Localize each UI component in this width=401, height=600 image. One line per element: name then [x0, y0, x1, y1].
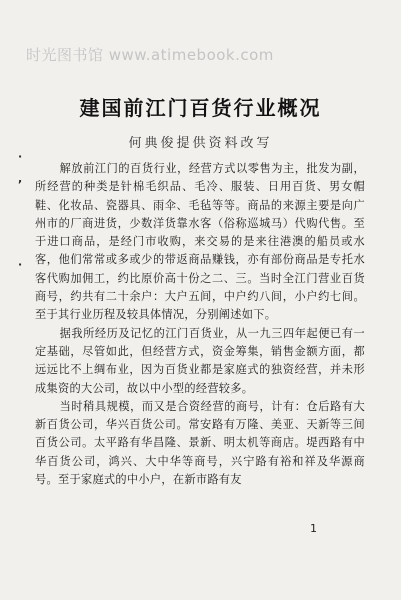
margin-mark-2: , — [18, 172, 23, 185]
author-line: 何典俊提供资料改写 — [128, 136, 273, 151]
watermark: 时光图书馆 www.atimebook.com — [26, 46, 274, 64]
paragraph-2: 据我所经历及记忆的江门百货业，从一九三四年起便已有一定基础，尽管如此，但经营方式，资金筹集，销售金额方面，都远远比不上绸布业，因为百货业都是家庭式的独资经营，并未形成集资的大公司，故以中小型的经营较多。 — [35, 326, 365, 395]
margin-mark-3: · — [18, 258, 23, 271]
paragraph-3: 当时稍具规模，而又是合资经营的商号，计有：仓后路有大新百货公司，华兴百货公司。常安路有万隆、美亚、天新等三间百货公司。太平路有华昌隆、景新、明太机等商店。堤西路有中华百货公司，鸿兴、大中华等商号，兴宁路有裕和祥及华源商号。至于家庭式的中小户，在新市路有友 — [35, 399, 365, 487]
page-number: 1 — [310, 522, 317, 535]
margin-mark-1: · — [18, 150, 23, 163]
page-title: 建国前江门百货行业概况 — [79, 96, 322, 120]
body-text — [35, 160, 365, 489]
paragraph-1: 解放前江门的百货行业，经营方式以零售为主，批发为副，所经营的种类是针棉毛织品、毛冷、服装、日用百货、男女帽鞋、化妆品、瓷器具、雨伞、毛毡等等。商品的来源主要是向广州市的厂商进货，少数洋货靠水客（俗称巡城马）代购代售。至于进口商品，是经门市收购，来交易的是来往港澳的船员或水客，他们常常或多或少的带返商品赚钱，亦有部份商品是专托水客代购加佣工，约比原价高十份之二、三。当时全江门营业百货商号，约共有二十余户：大户五间，中户约八间，小户约七间。至于其行业历程及较具体情况，分别阐述如下。 — [35, 162, 365, 322]
